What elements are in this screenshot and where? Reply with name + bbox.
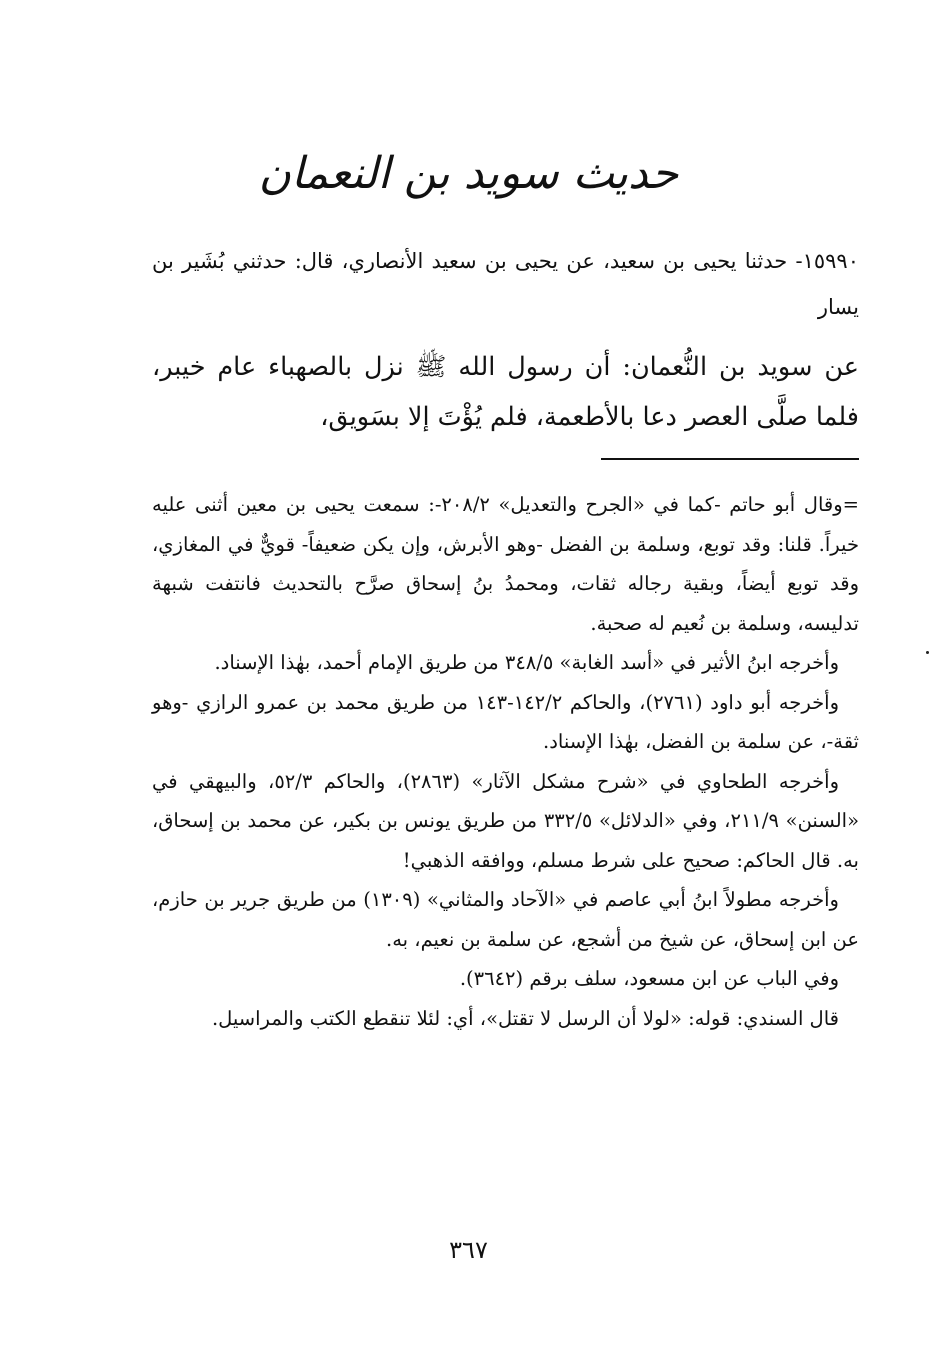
footnote-paragraph: وأخرجه مطولاً ابنُ أبي عاصم في «الآحاد والمثاني» (١٣٠٩) من طريق جرير بن حازم، عن ابن إسحاق، عن شيخ من أشجع، عن سلمة بن نعيم، به. [152, 888, 859, 951]
footnote-divider [601, 458, 859, 460]
footnote-paragraph: وأخرجه الطحاوي في «شرح مشكل الآثار» (٢٨٦٣)، والحاكم ٥٢/٣، والبيهقي في «السنن» ٢١١/٩، وفي «الدلائل» ٣٣٢/٥ من طريق يونس بن بكير، عن محمد بن إسحاق، به. قال الحاكم: صحيح على شرط مسلم، ووافقه الذهبي! [152, 769, 860, 872]
hadith-matn: عن سويد بن النُّعمان: أن رسول الله ﷺ نزل بالصهباء عام خيبر، فلما صلَّى العصر دعا بالأطعمة، فلم يُؤْتَ إلا بسَويق، [152, 352, 859, 432]
footnote-paragraph: وأخرجه أبو داود (٢٧٦١)، والحاكم ١٤٢/٢-١٤٣ من طريق محمد بن عمرو الرازي -وهو ثقة-، عن سلمة بن الفضل، بهٰذا الإسناد. [152, 690, 859, 753]
footnote-paragraph: وفي الباب عن ابن مسعود، سلف برقم (٣٦٤٢). [459, 967, 839, 990]
section-title: حديث سويد بن النعمان [258, 148, 679, 199]
footnote-paragraph: =وقال أبو حاتم -كما في «الجرح والتعديل» ٢٠٨/٢-: سمعت يحيى بن معين أثنى عليه خيراً. قلنا: وقد توبع، وسلمة بن الفضل -وهو الأبرش، وإن يكن ضعيفاً- قويٌّ في المغازي، وقد توبع أيضاً، وبقية رجاله ثقات، ومحمدُ بنُ إسحاق صرَّح بالتحديث فانتفت شبهة تدليسه، وسلمة بن نُعيم له صحبة. [152, 493, 859, 635]
footnote-paragraph: قال السندي: قوله: «لولا أن الرسل لا تقتل»، أي: لئلا تنقطع الكتب والمراسيل. [211, 1006, 839, 1030]
page-number: ٣٦٧ [449, 1236, 488, 1264]
margin-dot [926, 651, 929, 654]
footnotes [152, 485, 859, 1038]
footnote-paragraph: وأخرجه ابنُ الأثير في «أسد الغابة» ٣٤٨/٥ من طريق الإمام أحمد، بهٰذا الإسناد. [214, 651, 839, 674]
hadith-isnad: ١٥٩٩٠- حدثنا يحيى بن سعيد، عن يحيى بن سعيد الأنصاري، قال: حدثني بُشَير بن يسار [152, 249, 859, 319]
